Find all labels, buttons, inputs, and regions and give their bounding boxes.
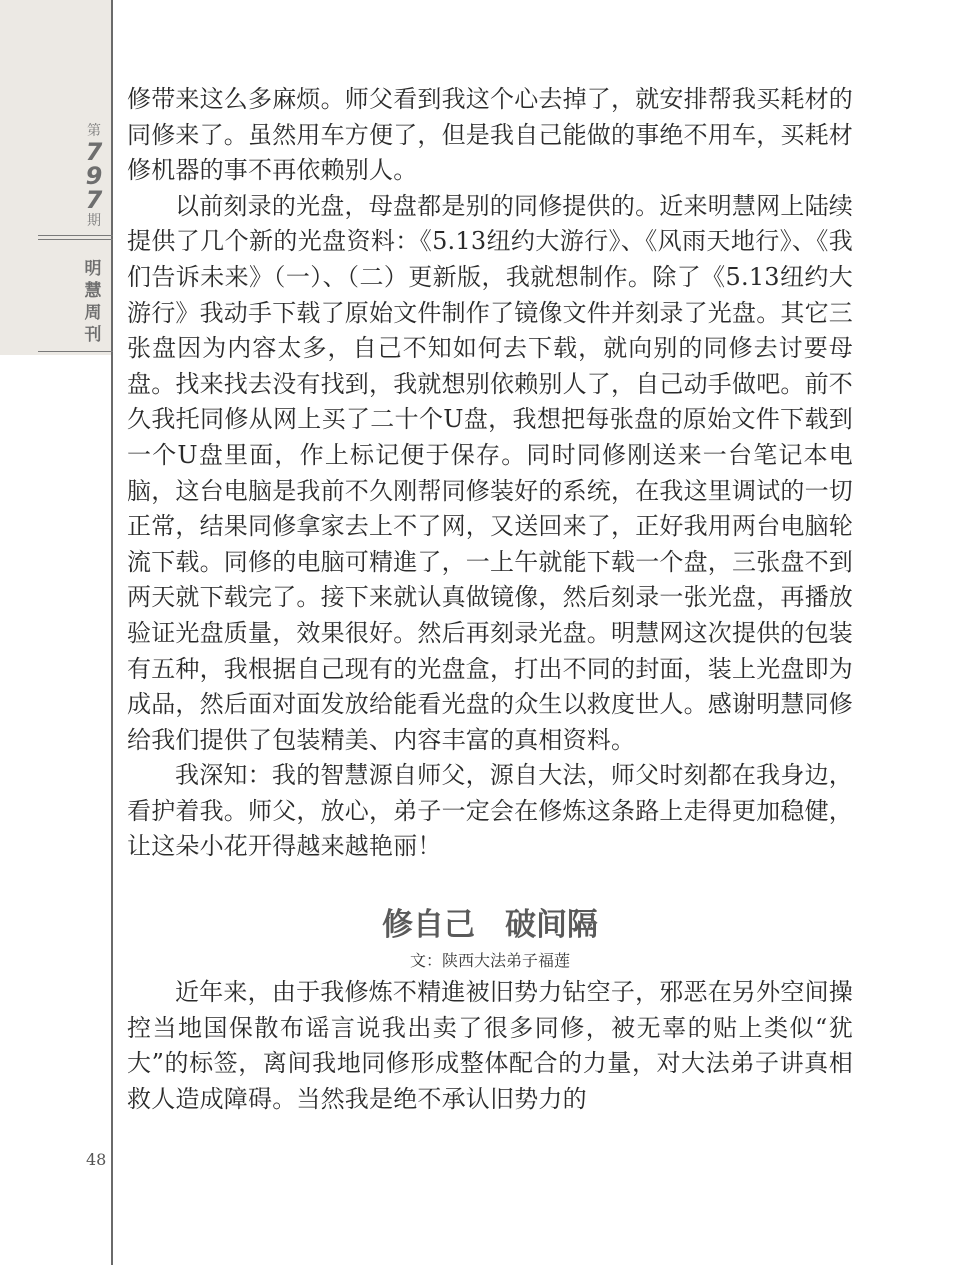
issue-suffix: 期 [87, 213, 101, 229]
spine-rule-top [38, 235, 113, 240]
article-byline: 文：陕西大法弟子福莲 [409, 951, 570, 971]
issue-prefix: 第 [87, 123, 101, 139]
body-paragraph-2: 以前刻录的光盘，母盘都是别的同修提供的。近来明慧网上陆续提供了几个新的光盘资料：《5.13纽约大游行》、《风雨天地行》、《我们告诉未来》（一）、（二）更新版，我就想制作。除了《5.13纽约大游行》我动手下载了原始文件制作了镜像文件并刻录了光盘。其它三张盘因为内容太多，自己不知如何去下载，就向别的同修去讨要母盘。找来找去没有找到，我就想别依赖别人了，自己动手做吧。前不久我托同修从网上买了二十个U盘，我想把每张盘的原始文件下载到一个U盘里面，作上标记便于保存。同时同修刚送来一台笔记本电脑，这台电脑是我前不久刚帮同修装好的系统，在我这里调试的一切正常，结果同修拿家去上不了网，又送回来了，正好我用两台电脑轮流下载。同修的电脑可精進了，一上午就能下载一个盘，三张盘不到两天就下载完了。接下来就认真做镜像，然后刻录一张光盘，再播放验证光盘质量，效果很好。然后再刻录光盘。明慧网这次提供的包装有五种，我根据自己现有的光盘盒，打出不同的封面，装上光盘即为成品，然后面对面发放给能看光盘的众生以救度世人。感谢明慧同修给我们提供了包装精美、内容丰富的真相资料。 [127, 191, 853, 754]
issue-number: 797 [85, 138, 103, 214]
body-paragraph-3: 我深知：我的智慧源自师父，源自大法，师父时刻都在我身边，看护着我。师父，放心，弟子一定会在修炼这条路上走得更加稳健，让这朵小花开得越来越艳丽！ [127, 761, 853, 861]
body-paragraph-1: 修带来这么多麻烦。师父看到我这个心去掉了，就安排帮我买耗材的同修来了。虽然用车方便了，但是我自己能做的事绝不用车，买耗材修机器的事不再依赖别人。 [127, 85, 853, 185]
magazine-name: 明慧周刊 [84, 259, 102, 345]
issue-label [70, 122, 118, 230]
article-title-part2: 破间隔 [505, 907, 598, 944]
article-title-part1: 修自己 [382, 907, 475, 944]
article-paragraph-1: 近年来，由于我修炼不精進被旧势力钻空子，邪恶在另外空间操控当地国保散布谣言说我出卖了很多同修，被无辜的贴上类似“犹大”的标签，离间我地同修形成整体配合的力量，对大法弟子讲真相救人造成障碍。当然我是绝不承认旧势力的 [127, 978, 853, 1113]
article-title [127, 903, 853, 947]
article-column [127, 82, 853, 1117]
spine-rule-bottom [38, 351, 113, 352]
page-number: 48 [86, 1150, 107, 1169]
